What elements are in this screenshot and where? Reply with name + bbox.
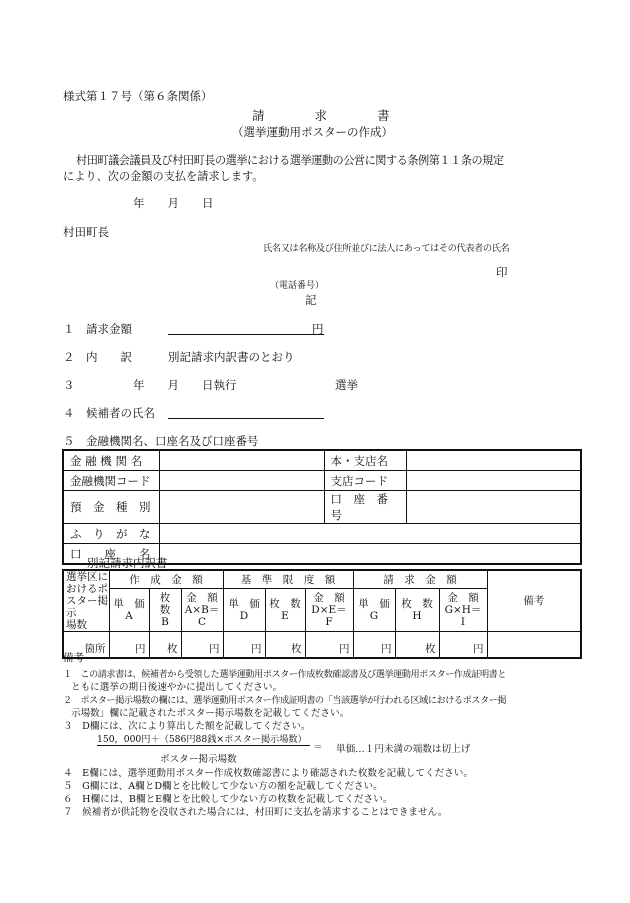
table-row <box>63 570 581 589</box>
note-3: ３ D欄には、次により算出した額を記載してください。 <box>63 721 311 732</box>
group-header-claim: 請 求 金 額 <box>353 570 487 589</box>
table-row <box>63 471 581 491</box>
bank-account-name-field[interactable] <box>159 544 581 565</box>
detail-table <box>62 569 582 659</box>
group-header-creation: 作 成 金 額 <box>109 570 223 589</box>
intro-line-2: により、次の金額の支払を請求します。 <box>63 170 264 183</box>
cell-f[interactable]: 円 <box>305 632 353 658</box>
notes-heading: 備考 <box>63 652 84 664</box>
bank-inst-code-field[interactable] <box>159 471 324 491</box>
item-3-election: 選挙 <box>335 378 358 392</box>
col-e: 枚 数 E <box>265 589 305 632</box>
cell-c[interactable]: 円 <box>181 632 223 658</box>
bank-inst-code-label: 金融機関コード <box>63 471 159 491</box>
col-i: 金 額 G×H＝ I <box>439 589 487 632</box>
bank-branch-field[interactable] <box>406 450 581 471</box>
table-row <box>63 491 581 524</box>
remarks-header: 備考 <box>487 570 581 632</box>
applicant-name-label: 氏名又は名称及び住所並びに法人にあってはその代表者の氏名 <box>263 243 510 254</box>
item-3-date: 年 月 日執行 <box>133 378 237 392</box>
bank-deposit-type-label: 預 金 種 別 <box>63 491 159 524</box>
item-2-label: ２ 内 訳 <box>63 350 132 364</box>
formula-note: 単価…１円未満の端数は切上げ <box>336 744 471 755</box>
bank-branch-code-label: 支店コード <box>324 471 406 491</box>
table-row <box>63 524 581 544</box>
note-2a: ２ ポスター掲示場数の欄には、選挙運動用ポスター作成証明書の「当該選挙が行われる区域におけるポスター掲 <box>63 695 507 706</box>
cell-i[interactable]: 円 <box>439 632 487 658</box>
candidate-name-line[interactable] <box>168 418 324 419</box>
bank-account-name-label: 口 座 名 <box>63 544 159 565</box>
col-d: 単 価 D <box>223 589 265 632</box>
col-c: 金 額 A×B＝ C <box>181 589 223 632</box>
note-2b: 示場数」欄に記載されたポスター掲示場数を記載してください。 <box>71 708 350 719</box>
form-number: 様式第１７号（第６条関係） <box>63 89 213 103</box>
bank-branch-label: 本・支店名 <box>324 450 406 471</box>
note-5: ５ G欄には、A欄とD欄とを比較して少ない方の額を記載してください。 <box>63 781 383 792</box>
item-1-label: １ 請求金額 <box>63 322 132 336</box>
seal-mark: 印 <box>496 265 508 279</box>
cell-e[interactable]: 枚 <box>265 632 305 658</box>
bank-table <box>62 449 582 565</box>
note-1b: ともに選挙の期日後速やかに提出してください。 <box>71 682 283 693</box>
bank-furigana-field[interactable] <box>159 524 581 544</box>
bank-furigana-label: ふ り が な <box>63 524 159 544</box>
page-subtitle: （選挙運動用ポスターの作成） <box>232 125 393 139</box>
cell-g[interactable]: 円 <box>353 632 395 658</box>
item-2-value: 別記請求内訳書のとおり <box>168 350 295 364</box>
group-header-limit: 基 準 限 度 額 <box>223 570 353 589</box>
place-count-header: 選挙区に おけるポ スター掲示 場数 <box>63 570 109 632</box>
table-row <box>63 632 581 658</box>
col-a: 単 価 A <box>109 589 149 632</box>
date-line: 年 月 日 <box>133 196 214 210</box>
note-1a: １ この請求書は、候補者から受領した選挙運動用ポスター作成枚数確認書及び選挙運動用ポスター作成証明書と <box>63 669 507 680</box>
bank-account-no-field[interactable] <box>406 491 581 524</box>
bank-institution-label: 金 融 機 関 名 <box>63 450 159 471</box>
cell-d[interactable]: 円 <box>223 632 265 658</box>
page-title: 請 求 書 <box>252 108 390 123</box>
bank-account-no-label: 口 座 番 号 <box>324 491 406 524</box>
note-7: ７ 候補者が供託物を没収された場合には、村田町に支払を請求することはできません。 <box>63 807 448 818</box>
bank-institution-field[interactable] <box>159 450 324 471</box>
bank-branch-code-field[interactable] <box>406 471 581 491</box>
cell-b[interactable]: 枚 <box>149 632 181 658</box>
note-4: ４ E欄には、選挙運動用ポスター作成枚数確認書により確認された枚数を記載してください。 <box>63 768 473 779</box>
table-row <box>63 450 581 471</box>
amount-line[interactable] <box>168 334 324 335</box>
detail-title: 別記請求内訳書 <box>87 556 168 570</box>
addressee: 村田町長 <box>63 225 109 239</box>
formula-fraction-line <box>97 745 310 746</box>
formula-equals: ＝ <box>313 742 323 753</box>
item-5-label: ５ 金融機関名、口座名及び口座番号 <box>63 434 259 448</box>
col-b: 枚 数 B <box>149 589 181 632</box>
bank-deposit-type-field[interactable] <box>159 491 324 524</box>
item-3-number: ３ <box>63 378 75 392</box>
formula-numerator: 150，000円＋（586円88銭×ポスター掲示場数） <box>97 734 307 745</box>
cell-remarks[interactable] <box>487 632 581 658</box>
ki-mark: 記 <box>305 293 317 307</box>
intro-line-1: 村田町議会議員及び村田町長の選挙における選挙運動の公営に関する条例第１１条の規定 <box>76 154 504 167</box>
formula-denominator: ポスター掲示場数 <box>160 754 237 765</box>
cell-places[interactable]: 箇所 <box>63 632 109 658</box>
item-4-label: ４ 候補者の氏名 <box>63 406 155 420</box>
item-1-unit: 円 <box>312 322 324 336</box>
col-f: 金 額 D×E＝ F <box>305 589 353 632</box>
note-6: ６ H欄には、B欄とE欄とを比較して少ない方の枚数を記載してください。 <box>63 794 393 805</box>
col-h: 枚 数 H <box>395 589 439 632</box>
cell-h[interactable]: 枚 <box>395 632 439 658</box>
cell-a[interactable]: 円 <box>109 632 149 658</box>
phone-label: （電話番号） <box>270 281 325 291</box>
col-g: 単 価 G <box>353 589 395 632</box>
